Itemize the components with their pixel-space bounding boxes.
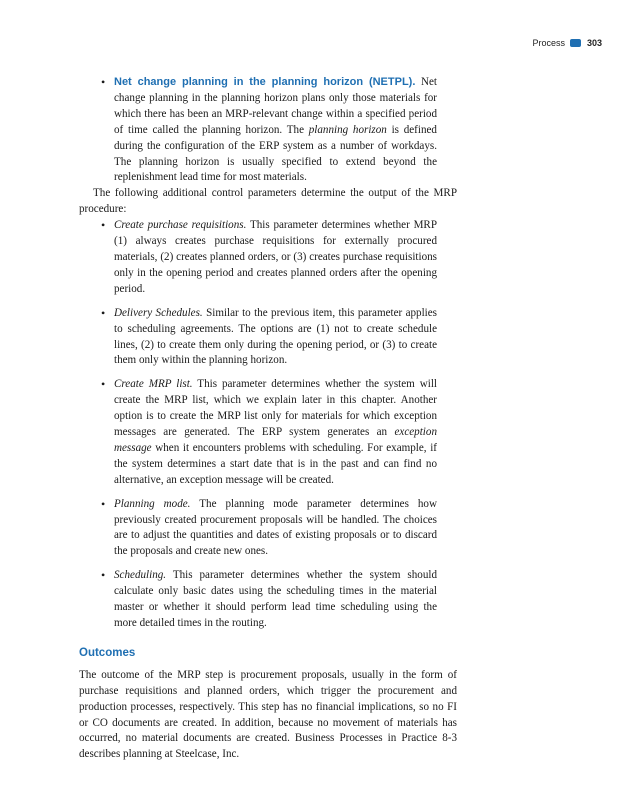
netpl-emphasis: planning horizon bbox=[308, 123, 387, 136]
outcomes-heading: Outcomes bbox=[79, 646, 136, 659]
param-text: Similar to the previous item, this parameter applies to scheduling agreements. The options are (1) not to create schedule lines, (2) to create them only during the opening period, or (3) to create them only within the planning horizon. bbox=[114, 306, 437, 367]
bullet-icon: • bbox=[101, 568, 106, 583]
param-text: The planning mode parameter determines how previously created procurement proposals will be handled. The choices are to adjust the quantities and dates of existing proposals or to discard the proposals and create new ones. bbox=[114, 497, 437, 558]
list-item bbox=[79, 497, 457, 561]
list-item bbox=[79, 377, 457, 488]
bullet-icon: • bbox=[101, 496, 106, 511]
list-item bbox=[79, 306, 457, 370]
param-text: This parameter determines whether the system will create the MRP list, which we explain later in this chapter. Another option is to create the MRP list only for materials for which exception messages are generated. The ERP system generates an bbox=[114, 378, 437, 439]
param-term: Create purchase requisitions. bbox=[114, 219, 247, 232]
param-term: Planning mode. bbox=[114, 497, 191, 510]
netpl-term: Net change planning in the planning horizon (NETPL). bbox=[114, 76, 416, 88]
list-item bbox=[79, 218, 457, 298]
outcomes-paragraph: The outcome of the MRP step is procurement proposals, usually in the form of purchase requisitions and planned orders, which trigger the procurement and production processes, respectively. This step has no financial implications, so no FI or CO documents are created. In addition, because no movement of materials has occurred, no material documents are created. Business Processes in Practice 8-3 describes planning at Steelcase, Inc. bbox=[79, 668, 457, 761]
bullet-icon: • bbox=[101, 377, 106, 392]
netpl-text-1: Net change planning in the planning horizon plans only those materials for which there has been an MRP-relevant change within a specified period of time called the planning horizon. The bbox=[114, 76, 437, 136]
netpl-text-2: is defined during the configuration of the ERP system as a number of workdays. The planning horizon is usually specified to extend beyond the replenishment lead time for most materials. bbox=[114, 123, 437, 184]
param-term: Create MRP list. bbox=[114, 378, 193, 391]
section-marker-icon bbox=[570, 39, 581, 47]
page-number: 303 bbox=[586, 38, 602, 48]
param-term: Delivery Schedules. bbox=[114, 306, 203, 319]
param-emphasis: exception message bbox=[114, 426, 437, 454]
list-item-netpl bbox=[79, 75, 457, 186]
bullet-icon: • bbox=[101, 75, 106, 89]
parameter-list bbox=[79, 218, 457, 632]
param-text: when it encounters problems with scheduling. For example, if the system determines a start date that is in the past and can find no alternative, an exception message will be created. bbox=[114, 441, 437, 486]
bullet-icon: • bbox=[101, 218, 106, 233]
param-term: Scheduling. bbox=[114, 569, 167, 582]
intro-paragraph: The following additional control parameters determine the output of the MRP procedure: bbox=[79, 187, 457, 216]
running-head bbox=[532, 38, 602, 48]
list-item bbox=[79, 568, 457, 632]
section-label: Process bbox=[532, 38, 565, 48]
page-body bbox=[79, 75, 457, 763]
netpl-list bbox=[79, 75, 457, 186]
param-text: This parameter determines whether MRP (1) always creates purchase requisitions for externally procured materials, (2) creates planned orders, or (3) creates purchase requisitions only in the opening period and creates planned orders after the opening period. bbox=[114, 219, 437, 295]
bullet-icon: • bbox=[101, 305, 106, 320]
param-text: This parameter determines whether the system should calculate only basic dates using the scheduling times in the material master or whether it should perform lead time scheduling using the more detailed times in the routing. bbox=[114, 569, 437, 629]
